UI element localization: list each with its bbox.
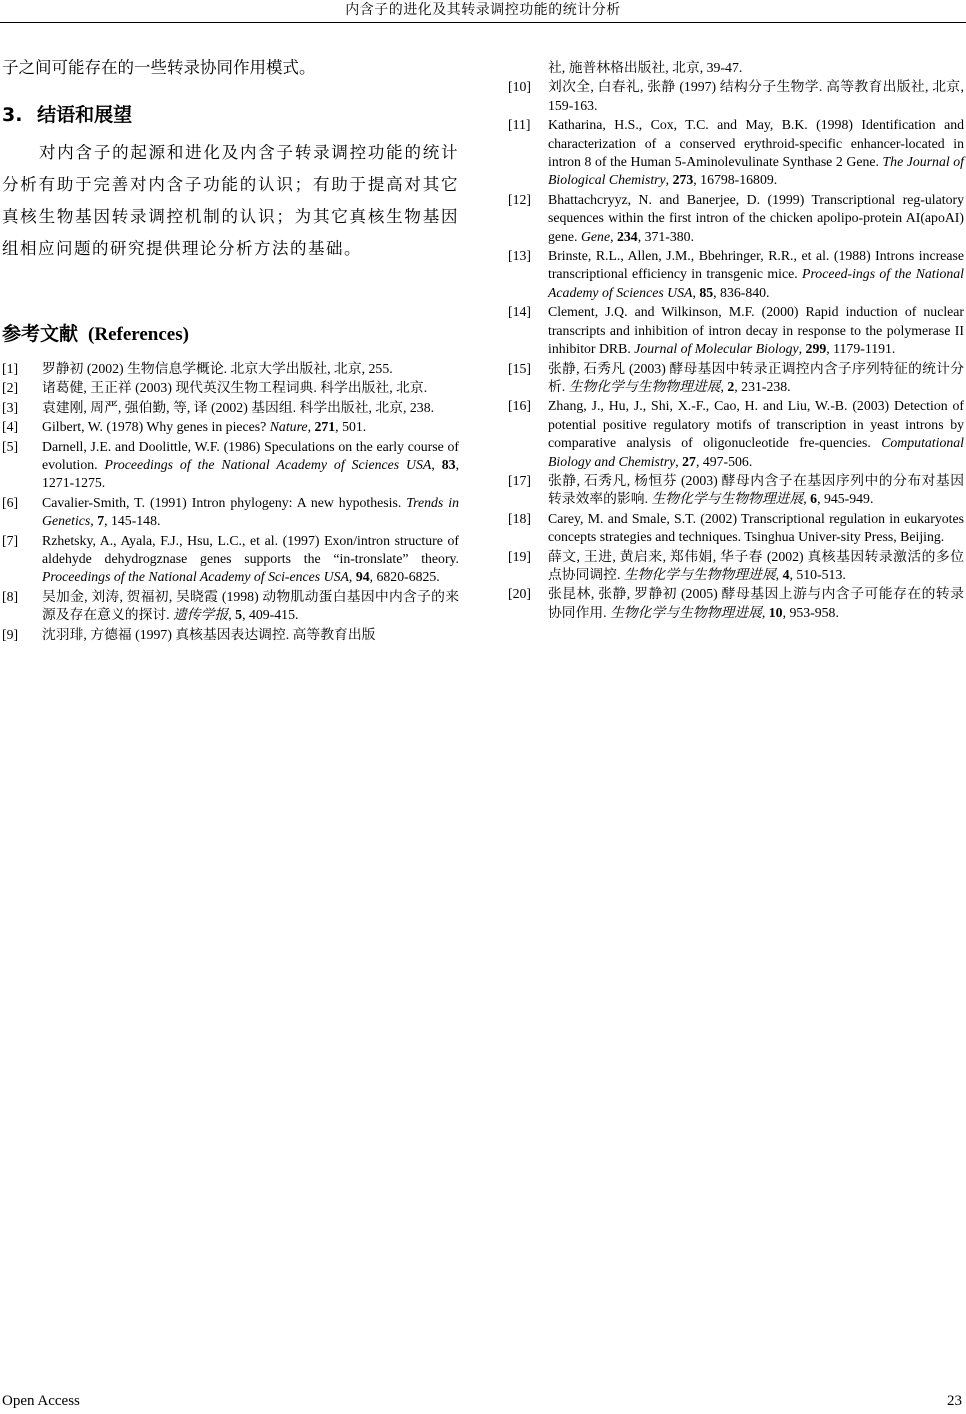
reference-text-part: 薛文, 王进, 黄启来, 郑伟娟, 华子春 (2002) 真核基因转录激活的多位点协同调控. (548, 548, 964, 582)
reference-number: [13] (508, 248, 531, 264)
reference-text-part: Darnell, J.E. and Doolittle, W.F. (1986) Speculations on the early course of evolution. (42, 438, 459, 473)
reference-item (2, 494, 459, 531)
reference-item (2, 379, 459, 397)
reference-number: [8] (2, 588, 19, 604)
reference-number: [2] (2, 380, 19, 396)
reference-item (2, 532, 459, 587)
reference-journal: Trends in Genetics (42, 494, 459, 529)
conclusion-paragraph: 对内含子的起源和进化及内含子转录调控功能的统计分析有助于完善对内含子功能的认识；有助于提高对其它真核生物基因转录调控机制的认识；为其它真核生物基因组相应问题的研究提供理论分析方法的基础。 (2, 143, 459, 258)
reference-number: [5] (2, 438, 19, 454)
reference-journal: 生物化学与生物物理进展 (610, 604, 762, 620)
reference-number: [12] (508, 191, 531, 207)
reference-item (508, 548, 964, 585)
section-title: 结语和展望 (37, 104, 133, 126)
reference-text-part: Bhattachcryyz, N. and Banerjee, D. (1999) Transcriptional reg-ulatory sequences within the first intron of the chicken apolipo-protein AI(apoAI) gene. (548, 191, 964, 244)
reference-text-part: 袁建刚, 周严, 强伯勤, 等, 译 (2002) 基因组. 科学出版社, 北京, 238. (42, 399, 435, 415)
reference-text-part: , 510-513. (789, 566, 846, 582)
reference-text (548, 247, 964, 302)
reference-text-part: , (761, 604, 769, 620)
reference-volume: 10 (768, 604, 783, 620)
reference-journal: Computational Biology and Chemistry (548, 435, 964, 469)
reference-text-part: 张静, 石秀凡, 杨恒芬 (2003) 酵母内含子在基因序列中的分布对基因转录效率的影响. (548, 472, 964, 507)
reference-item (508, 360, 964, 397)
left-column (2, 50, 459, 645)
reference-text-part: , (228, 607, 236, 623)
reference-text (548, 548, 964, 585)
reference-item (508, 510, 964, 547)
reference-text (42, 399, 459, 417)
page-number: 23 (947, 1393, 962, 1409)
section-heading (2, 100, 459, 127)
reference-volume: 234 (616, 228, 638, 244)
paragraph-tail: 子之间可能存在的一些转录协同作用模式。 (2, 58, 316, 77)
reference-number: [11] (508, 117, 531, 133)
reference-text-part: Katharina, H.S., Cox, T.C. and May, B.K. (1998) Identification and characterization of a conserved erythroid-specific enhancer-located in intron 8 of the Human 5-Aminolevulinate Synthase 2 Gene. (548, 117, 964, 170)
reference-item (2, 360, 459, 378)
reference-volume: 4 (782, 566, 790, 582)
reference-number: [14] (508, 304, 531, 320)
reference-text-part: , 145-148. (104, 513, 161, 529)
reference-number: [20] (508, 586, 531, 602)
reference-text (548, 360, 964, 397)
reference-volume: 27 (682, 453, 696, 469)
reference-list-right (508, 59, 964, 622)
reference-text-part: , 231-238. (734, 378, 791, 394)
reference-text-part: , 953-958. (782, 604, 839, 620)
reference-text-part: 张静, 石秀凡 (2003) 酵母基因中转录正调控内含子序列特征的统计分析. (548, 360, 964, 394)
reference-text-part: , (798, 341, 806, 357)
right-column (508, 59, 964, 623)
reference-text-part: , (775, 566, 783, 582)
reference-text-part: , (610, 228, 617, 244)
reference-journal: Journal of Molecular Biology (634, 341, 799, 357)
reference-text (548, 510, 964, 547)
reference-text (548, 303, 964, 358)
reference-item (2, 626, 459, 644)
reference-volume: 271 (314, 419, 336, 435)
reference-item (508, 303, 964, 358)
reference-text-part: 吴加金, 刘涛, 贺福初, 吴晓霞 (1998) 动物肌动蛋白基因中内含子的来源及存在意义的探讨. (42, 588, 459, 623)
reference-text-part: 罗静初 (2002) 生物信息学概论. 北京大学出版社, 北京, 255. (42, 361, 393, 376)
reference-text-part: Zhang, J., Hu, J., Shi, X.-F., Cao, H. and Liu, W.-B. (2003) Detection of potential positive regulatory motifs of transcription in yeast introns by comparative analysis of oligonucleotide fre-quencies. (548, 398, 964, 451)
reference-volume: 299 (805, 341, 827, 357)
reference-text-part: , (720, 378, 728, 394)
reference-journal: Nature (269, 419, 308, 435)
reference-text-part: Clement, J.Q. and Wilkinson, M.F. (2000) Rapid induction of nuclear transcripts and inhibition of intron decay in response to the polymerase II inhibitor DRB. (548, 304, 964, 357)
reference-text (548, 472, 964, 509)
reference-item (508, 247, 964, 302)
reference-journal: 遗传学报 (173, 607, 229, 623)
running-header: 内含子的进化及其转录调控功能的统计分析 (0, 0, 966, 23)
reference-text-part: 张昆林, 张静, 罗静初 (2005) 酵母基因上游与内含子可能存在的转录协同作用. (548, 586, 964, 620)
reference-text-part: , 6820-6825. (369, 569, 440, 585)
reference-number: [16] (508, 398, 531, 414)
reference-text-part: , (675, 453, 683, 469)
reference-number: [19] (508, 548, 531, 564)
reference-text (548, 116, 964, 190)
reference-item (508, 585, 964, 622)
reference-text (42, 626, 459, 644)
reference-text-part: , (431, 457, 442, 473)
reference-text-part: , 945-949. (817, 491, 874, 507)
reference-text-part: , 836-840. (713, 284, 770, 300)
reference-volume: 83 (441, 457, 456, 473)
reference-item (508, 472, 964, 509)
reference-text (548, 397, 964, 471)
reference-text-part: , 409-415. (242, 607, 299, 623)
reference-text-part: , (803, 491, 811, 507)
reference-continuation (548, 59, 964, 77)
references-title-cn: 参考文献 (2, 323, 79, 345)
reference-journal: The Journal of Biological Chemistry (548, 154, 964, 188)
reference-number: [1] (2, 361, 19, 376)
reference-journal: 生物化学与生物物理进展 (568, 378, 721, 394)
reference-text (42, 360, 459, 378)
reference-volume: 6 (810, 491, 818, 507)
reference-item (2, 399, 459, 417)
reference-text (42, 532, 459, 587)
reference-number: [3] (2, 399, 19, 415)
reference-volume: 94 (355, 569, 370, 585)
reference-text-part: 社, 施普林格出版社, 北京, 39-47. (548, 60, 743, 75)
reference-journal: 生物化学与生物物理进展 (623, 566, 776, 582)
reference-text-part: , (692, 284, 700, 300)
reference-text-part: Rzhetsky, A., Ayala, F.J., Hsu, L.C., et al. (1997) Exon/intron structure of aldehyde dehydrogznase genes supports the “in-tronslate” theory. (42, 532, 459, 567)
reference-volume: 7 (97, 513, 105, 529)
reference-text-part: 诸葛健, 王正祥 (2003) 现代英汉生物工程词典. 科学出版社, 北京. (42, 380, 428, 396)
reference-text (548, 585, 964, 622)
reference-text-part: 刘次全, 白春礼, 张静 (1997) 结构分子生物学. 高等教育出版社, 北京, 159-163. (548, 79, 964, 113)
reference-text-part: , 16798-16809. (693, 172, 778, 188)
reference-text-part: , (348, 569, 356, 585)
reference-text (42, 494, 459, 531)
reference-text-part: Carey, M. and Smale, S.T. (2002) Transcriptional regulation in eukaryotes concepts strategies and techniques. Tsinghua Univer-sity Press, Beijing. (548, 510, 964, 545)
reference-journal: Proceedings of the National Academy of Sciences USA (104, 457, 432, 473)
reference-text-part: , (665, 172, 673, 188)
reference-text-part: 沈羽琲, 方德福 (1997) 真核基因表达调控. 高等教育出版 (42, 626, 376, 642)
reference-number: [7] (2, 532, 19, 548)
reference-number: [6] (2, 494, 19, 510)
reference-text-part: , (90, 513, 98, 529)
reference-item (2, 418, 459, 436)
reference-journal: Gene (580, 228, 611, 244)
reference-number: [18] (508, 510, 531, 526)
reference-number: [9] (2, 626, 19, 642)
reference-text-part: Cavalier-Smith, T. (1991) Intron phylogeny: A new hypothesis. (42, 494, 407, 510)
reference-text-part: , 1271-1275. (42, 457, 460, 491)
reference-text-part: Gilbert, W. (1978) Why genes in pieces? (42, 419, 270, 435)
reference-item (2, 438, 459, 493)
reference-item (508, 78, 964, 115)
reference-volume: 85 (699, 284, 714, 300)
reference-journal: 生物化学与生物物理进展 (651, 491, 804, 507)
reference-text (42, 418, 459, 436)
section-number: 3. (2, 104, 23, 126)
reference-volume: 5 (235, 607, 243, 623)
reference-number: [4] (2, 419, 19, 435)
reference-volume: 273 (672, 172, 694, 188)
references-heading (2, 319, 459, 346)
reference-number: [15] (508, 360, 531, 376)
reference-text-part: , (307, 419, 315, 435)
reference-item (508, 191, 964, 246)
reference-journal: Proceed-ings of the National Academy of Sciences USA (548, 266, 964, 300)
reference-text-part: , 371-380. (637, 228, 695, 244)
reference-list-left (2, 360, 459, 644)
reference-text-part: , 501. (335, 419, 367, 435)
reference-text-part: , 497-506. (695, 453, 753, 469)
reference-text (548, 78, 964, 115)
reference-journal: Proceedings of the National Academy of Sci-ences USA (42, 569, 349, 585)
reference-number: [10] (508, 79, 531, 95)
reference-item (2, 588, 459, 625)
reference-volume: 2 (727, 378, 735, 394)
reference-number: [17] (508, 472, 531, 488)
references-title-en: (References) (88, 324, 189, 345)
reference-text (42, 438, 459, 493)
reference-item (508, 116, 964, 190)
reference-text-part: Brinste, R.L., Allen, J.M., Bbehringer, R.R., et al. (1988) Introns increase transcriptional efficiency in transgenic mice. (548, 248, 964, 282)
reference-text (548, 191, 964, 246)
reference-text (42, 379, 459, 397)
reference-text (42, 588, 459, 625)
reference-text-part: , 1179-1191. (826, 341, 896, 357)
reference-item (508, 397, 964, 471)
footer-open-access: Open Access (2, 1393, 80, 1409)
